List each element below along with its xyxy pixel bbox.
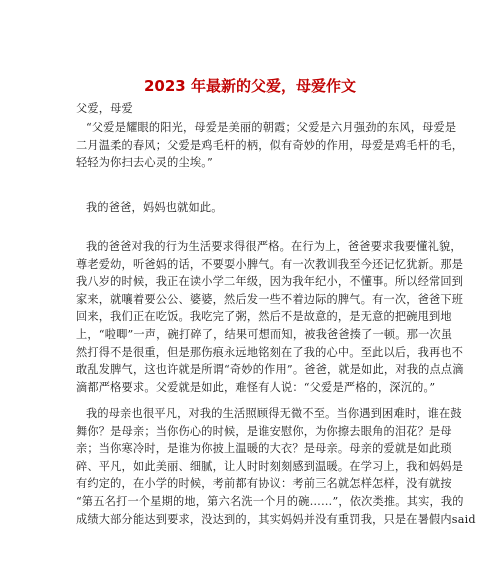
text-line: 我的母亲也很平凡，对我的生活照顾得无微不至。当你遇到困难时，谁在鼓 xyxy=(86,407,462,420)
text-line: 敢乱发脾气，这也许就是所谓“奇妙的作用”。爸爸，就是如此，对我的点点滴 xyxy=(76,363,464,377)
text-line: 有约定的，在小学的时候，考前都有协议：考前三名就怎样怎样，没有就按 xyxy=(76,477,452,491)
text-line: “父爱是耀眼的阳光，母爱是美丽的朝霞；父爱是六月强劲的东风，母爱是 xyxy=(86,121,457,134)
text-line: 二月温柔的春风；父爱是鸡毛杆的柄，似有奇妙的作用，母爱是鸡毛杆的毛， xyxy=(76,138,464,152)
page-title: 2023 年最新的父爱，母爱作文 xyxy=(144,77,356,95)
text-line: 回来，我们正在吃饭。我吃完了粥，然后不是故意的，是无意的把碗甩到地 xyxy=(76,310,452,324)
quote-paragraph xyxy=(76,119,464,172)
text-line: 我的爸爸，妈妈也就如此。 xyxy=(86,201,223,214)
text-line: 父爱，母爱 xyxy=(76,102,133,115)
text-line: 碎、平凡，如此美丽、细腻，让人时时刻刻感到温暖。在学习上，我和妈妈是 xyxy=(76,459,464,473)
text-line: 轻轻为你扫去心灵的尘埃。” xyxy=(76,156,213,170)
text-line: 尊老爱幼，听爸妈的话，不要耍小脾气。有一次教训我至今还记忆犹新。那是 xyxy=(76,257,464,271)
text-line: 成绩大部分能达到要求，没达到的，其实妈妈并没有重罚我，只是在暑假内said xyxy=(76,512,476,526)
father-paragraph xyxy=(76,238,464,396)
intro-paragraph xyxy=(76,199,426,217)
text-line: 滴都严格要求。父爱就是如此，难怪有人说：“父爱是严格的，深沉的。” xyxy=(76,380,436,394)
subtitle-line xyxy=(76,100,426,118)
text-line: 我的爸爸对我的行为生活要求得很严格。在行为上，爸爸要求我要懂礼貌， xyxy=(86,240,462,253)
text-line: 然打得不是很重，但是那伤痕永远地铭刻在了我的心中。至此以后，我再也不 xyxy=(76,345,464,359)
text-line: 上，“啦唧”一声，碗打碎了，结果可想而知，被我爸爸揍了一顿。那一次虽 xyxy=(76,327,453,341)
mother-paragraph xyxy=(76,405,476,528)
text-line: 我八岁的时候，我正在读小学二年级，因为我年纪小，不懂事。所以经常回到 xyxy=(76,275,464,289)
text-line: 家来，就嚷着要公公、婆婆，然后发一些不着边际的脾气。有一次，爸爸下班 xyxy=(76,292,464,306)
text-line: 舞你？是母亲；当你伤心的时候，是谁安慰你，为你擦去眼角的泪花？是母 xyxy=(76,424,452,438)
text-line: 亲；当你寒冷时，是谁为你披上温暖的大衣？是母亲。母亲的爱就是如此琐 xyxy=(76,442,452,456)
text-line: “第五名打一个星期的地，第六名洗一个月的碗……”，依次类推。其实，我的 xyxy=(76,494,464,508)
